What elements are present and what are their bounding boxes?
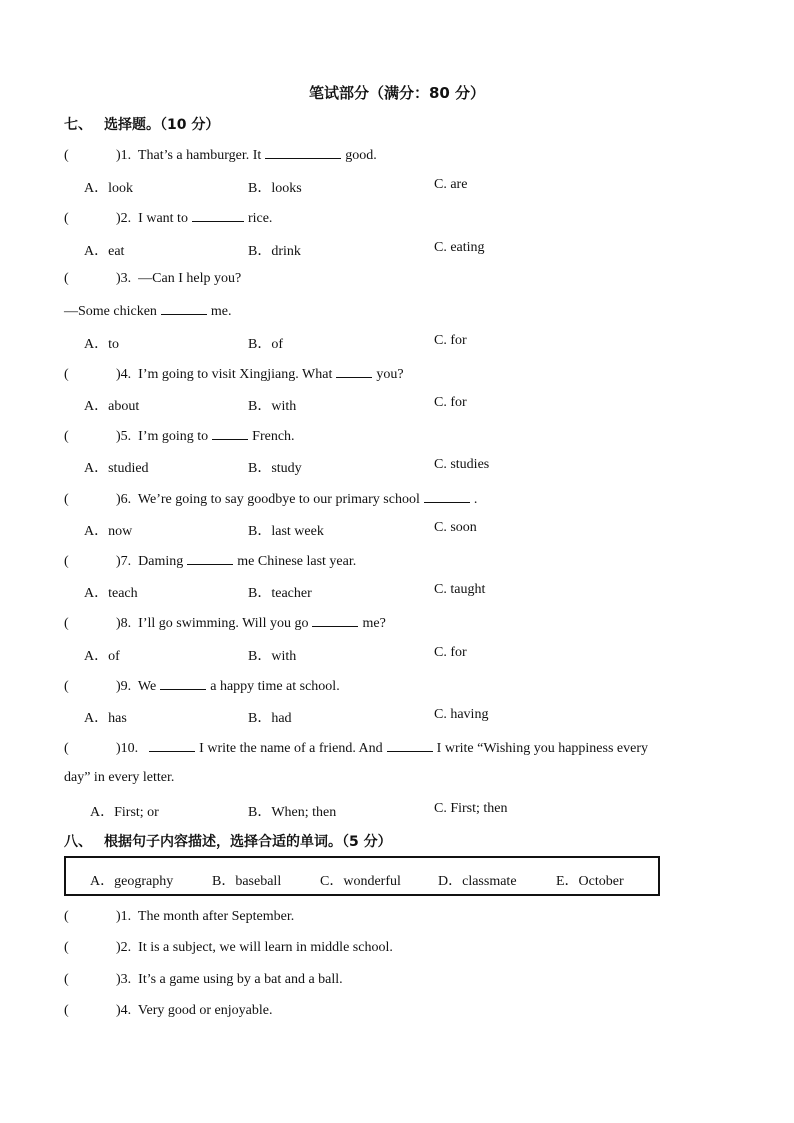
question-text: We’re going to say goodbye to our primary school: [137, 492, 420, 507]
answer-paren-open: (: [64, 271, 69, 286]
fill-blank[interactable]: [312, 613, 358, 627]
question-10-line-2: [64, 769, 174, 787]
answer-paren-open: (: [64, 909, 69, 924]
option-c[interactable]: C. having: [434, 707, 489, 722]
answer-paren-close: )8.: [116, 616, 132, 631]
word-option-a[interactable]: A．geography: [90, 874, 174, 889]
option-a[interactable]: A．teach: [84, 586, 138, 601]
question-text: It’s a game using by a bat and a ball.: [138, 972, 343, 987]
option-c[interactable]: C. soon: [434, 520, 477, 535]
fill-blank[interactable]: [265, 145, 341, 159]
answer-paren-open: (: [64, 211, 69, 226]
option-b[interactable]: B．last week: [248, 524, 324, 539]
answer-paren-close: )3.: [116, 271, 132, 286]
answer-paren-close: )2.: [116, 940, 132, 955]
question-7: [64, 551, 356, 571]
question-10: [64, 738, 648, 758]
answer-paren-open: (: [64, 492, 69, 507]
question-text-end: me Chinese last year.: [237, 554, 357, 569]
question-text-end: good.: [345, 148, 377, 163]
question-text-end: .: [473, 492, 478, 507]
option-b[interactable]: B．had: [248, 711, 292, 726]
answer-paren-close: )10.: [116, 741, 139, 756]
question-4: [64, 364, 404, 384]
question-5: [64, 426, 295, 446]
option-c[interactable]: C. for: [434, 645, 467, 660]
option-c[interactable]: C. taught: [434, 582, 486, 597]
answer-paren-close: )6.: [116, 492, 132, 507]
question-text: The month after September.: [137, 909, 295, 924]
fill-blank[interactable]: [424, 489, 470, 503]
option-b[interactable]: B．When; then: [248, 805, 337, 820]
option-c[interactable]: C. studies: [434, 457, 490, 472]
option-a[interactable]: A．of: [84, 649, 120, 664]
fill-blank[interactable]: [161, 301, 207, 315]
section-number: 八、: [64, 834, 92, 850]
answer-paren-close: )1.: [116, 909, 132, 924]
question-text-end: me?: [362, 616, 386, 631]
word-bank-box: [64, 856, 660, 896]
answer-paren-open: (: [64, 741, 69, 756]
option-a[interactable]: A．now: [84, 524, 133, 539]
answer-paren-open: (: [64, 940, 69, 955]
section-label: 根据句子内容描述，选择合适的单词。（5 分）: [104, 834, 392, 850]
answer-paren-close: )4.: [116, 367, 132, 382]
question-text: I write the name of a friend. And: [199, 741, 383, 756]
option-b[interactable]: B．with: [248, 649, 297, 664]
option-b[interactable]: B．drink: [248, 244, 301, 259]
question-1: [64, 145, 377, 165]
question-text-end: French.: [252, 429, 295, 444]
answer-paren-open: (: [64, 972, 69, 987]
fill-blank[interactable]: [192, 208, 244, 222]
question-text: —Can I help you?: [138, 271, 242, 286]
section-eight-heading: [64, 831, 392, 851]
match-question-1: [64, 908, 294, 926]
question-text: —Some chicken: [64, 304, 157, 319]
option-a[interactable]: A．about: [84, 399, 140, 414]
option-c[interactable]: C. First; then: [434, 801, 508, 816]
question-text: That’s a hamburger. It: [137, 148, 262, 163]
section-number: 七、: [64, 117, 92, 133]
option-b[interactable]: B．teacher: [248, 586, 312, 601]
answer-paren-open: (: [64, 367, 69, 382]
answer-paren-close: )3.: [116, 972, 132, 987]
fill-blank[interactable]: [160, 676, 206, 690]
question-text: It is a subject, we will learn in middle school.: [138, 940, 393, 955]
section-label: 选择题。（10 分）: [104, 117, 220, 133]
option-a[interactable]: A．has: [84, 711, 127, 726]
answer-paren-close: )7.: [116, 554, 132, 569]
word-option-d[interactable]: D．classmate: [438, 874, 517, 889]
option-c[interactable]: C. for: [434, 395, 467, 410]
option-b[interactable]: B．with: [248, 399, 297, 414]
answer-paren-close: )5.: [116, 429, 132, 444]
fill-blank[interactable]: [212, 426, 248, 440]
match-question-3: [64, 971, 343, 989]
question-6: [64, 489, 477, 509]
option-c[interactable]: C. for: [434, 333, 467, 348]
question-text: day” in every letter.: [64, 770, 175, 785]
option-a[interactable]: A．eat: [84, 244, 125, 259]
option-b[interactable]: B．looks: [248, 181, 302, 196]
question-text: I’m going to visit Xingjiang. What: [138, 367, 333, 382]
question-3: [64, 270, 241, 288]
option-a[interactable]: A．look: [84, 181, 133, 196]
section-seven-heading: [64, 114, 219, 134]
question-text-end: I write “Wishing you happiness every: [436, 741, 648, 756]
answer-paren-open: (: [64, 554, 69, 569]
fill-blank-second[interactable]: [387, 738, 433, 752]
option-a[interactable]: A．First; or: [90, 805, 159, 820]
question-text-end: you?: [376, 367, 404, 382]
option-b[interactable]: B．of: [248, 337, 283, 352]
word-option-e[interactable]: E．October: [556, 874, 624, 889]
option-b[interactable]: B．study: [248, 461, 302, 476]
answer-paren-open: (: [64, 148, 69, 163]
fill-blank[interactable]: [336, 364, 372, 378]
answer-paren-open: (: [64, 1003, 69, 1018]
answer-paren-open: (: [64, 429, 69, 444]
answer-paren-close: )4.: [116, 1003, 132, 1018]
answer-paren-close: )9.: [116, 679, 132, 694]
option-a[interactable]: A．to: [84, 337, 119, 352]
question-text-end: a happy time at school.: [210, 679, 340, 694]
question-text: I’ll go swimming. Will you go: [138, 616, 309, 631]
answer-paren-open: (: [64, 679, 69, 694]
question-9: [64, 676, 340, 696]
question-text: I’m going to: [138, 429, 209, 444]
question-3-line-2: [64, 301, 232, 321]
question-2: [64, 208, 272, 228]
answer-paren-open: (: [64, 616, 69, 631]
fill-blank-first[interactable]: [149, 738, 195, 752]
question-text: I want to: [138, 211, 188, 226]
question-text-end: rice.: [247, 211, 273, 226]
page-title: 笔试部分（满分：80 分）: [308, 84, 486, 102]
option-c[interactable]: C. eating: [434, 240, 485, 255]
match-question-2: [64, 939, 393, 957]
question-text: Very good or enjoyable.: [137, 1003, 273, 1018]
question-text-end: me.: [210, 304, 232, 319]
fill-blank[interactable]: [187, 551, 233, 565]
word-option-c[interactable]: C．wonderful: [320, 874, 401, 889]
option-c[interactable]: C. are: [434, 177, 468, 192]
match-question-4: [64, 1002, 272, 1020]
word-option-b[interactable]: B．baseball: [212, 874, 282, 889]
answer-paren-close: )1.: [116, 148, 132, 163]
answer-paren-close: )2.: [116, 211, 132, 226]
option-a[interactable]: A．studied: [84, 461, 149, 476]
question-8: [64, 613, 386, 633]
question-text: We: [137, 679, 157, 694]
question-text: Daming: [138, 554, 184, 569]
